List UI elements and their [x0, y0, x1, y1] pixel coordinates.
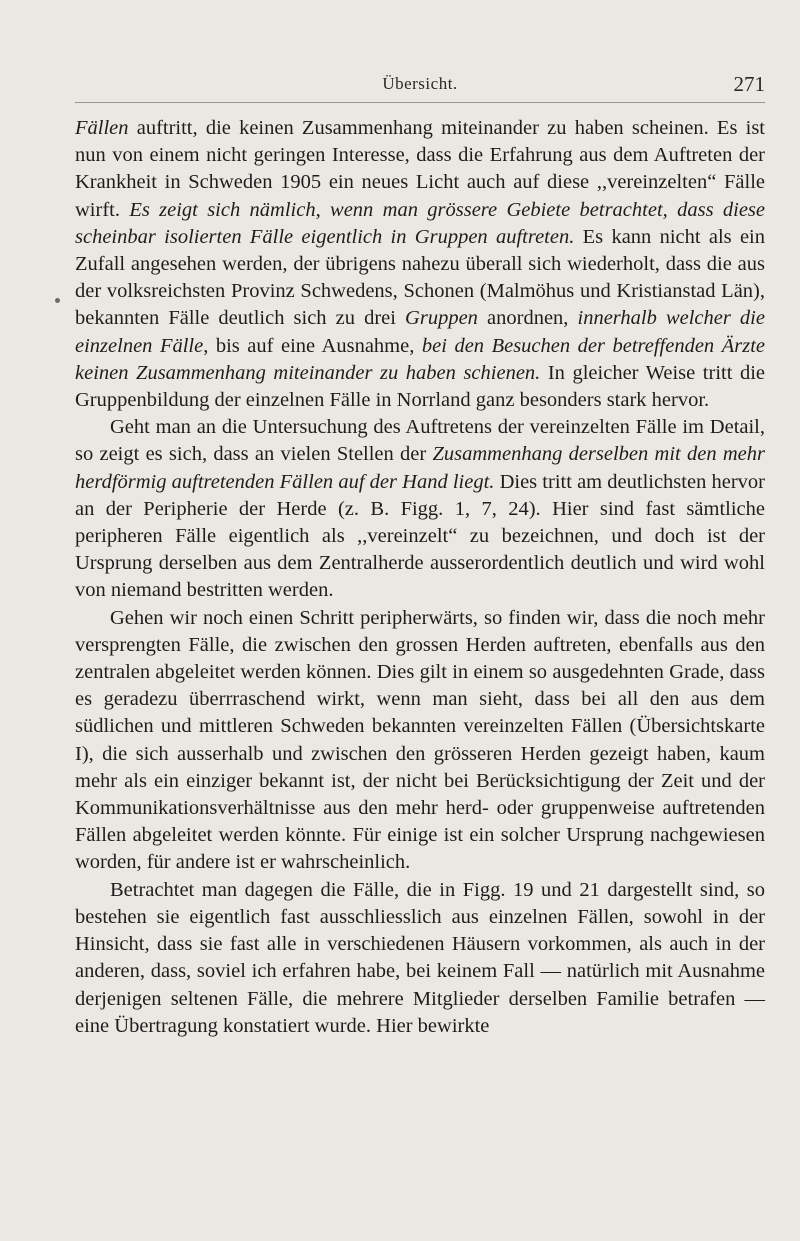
- text-run: Dies tritt am deutlichsten hervor an der Peripherie der Herde (z. B. Figg. 1, 7, 24). Hier sind fast sämtliche peripheren Fälle eigentlich als ,,vereinzelt“ zu bezeichnen, und doch ist der Ursprung derselben aus dem Zentralherde ausserordentlich deutlich und wird wohl von niemand bestritten werden.: [75, 470, 765, 602]
- header-rule: [75, 102, 765, 103]
- italic-emphasis: Fällen: [75, 117, 129, 139]
- italic-emphasis: Es zeigt sich nämlich, wenn man grössere Gebiete betrachtet, dass diese scheinbar isolierten Fälle eigentlich in Gruppen auftreten.: [75, 198, 765, 248]
- text-run: Es kann nicht als ein Zufall angesehen werden, der übrigens nahezu überall sich wiederholt, dass die aus der volksreichsten Provinz Schwedens, Schonen (Malmöhus und Kristianstad Län), bekannten Fälle deutlich sich zu drei: [75, 225, 765, 330]
- italic-emphasis: bei den Besuchen der betreffenden Ärzte keinen Zusammenhang miteinander zu haben schienen.: [75, 334, 765, 384]
- section-title: Übersicht.: [382, 74, 458, 93]
- text-run: , bis auf eine Ausnahme,: [203, 334, 422, 357]
- paragraph-1: [75, 115, 765, 414]
- running-header: [75, 72, 765, 100]
- text-run: Geht man an die Untersuchung des Auftretens der vereinzelten Fälle im Detail, so zeigt es sich, dass an vielen Stellen der: [75, 416, 765, 466]
- text-run: In gleicher Weise tritt die Gruppenbildung der einzelnen Fälle in Norrland ganz besonders stark hervor.: [75, 361, 765, 412]
- text-run: anordnen,: [477, 307, 578, 330]
- paragraph-4: [75, 877, 765, 1040]
- margin-dot-mark: [55, 298, 60, 303]
- text-run: Betrachtet man dagegen die Fälle, die in Figg. 19 und 21 dargestellt sind, so bestehen sie eigentlich fast ausschliesslich aus einzelnen Fällen, sowohl in der Hinsicht, dass sie fast alle in verschiedenen Häusern vorkommen, als auch in der anderen, dass, soviel ich erfahren habe, bei keinem Fall — natürlich mit Ausnahme derjenigen seltenen Fälle, die mehrere Mitglieder derselben Familie betrafen — eine Übertragung konstatiert wurde. Hier bewirkte: [75, 878, 765, 1037]
- body-text: [75, 115, 765, 1040]
- paragraph-2: [75, 414, 765, 604]
- paragraph-3: [75, 605, 765, 877]
- italic-emphasis: Gruppen: [405, 307, 478, 330]
- italic-emphasis: Zusammenhang derselben mit den mehr herdförmig auftretenden Fällen auf der Hand liegt.: [75, 443, 765, 493]
- italic-emphasis: innerhalb welcher die einzelnen Fälle: [75, 307, 765, 357]
- page-number: 271: [733, 72, 765, 96]
- text-run: Gehen wir noch einen Schritt peripherwärts, so finden wir, dass die noch mehr versprengten Fälle, die zwischen den grossen Herden auftreten, ebenfalls aus den zentralen abgeleitet werden können. Dies gilt in einem so ausgedehnten Grade, dass es geradezu überrraschend wirkt, wenn man sieht, dass bei all den aus dem südlichen und mittleren Schweden bekannten vereinzelten Fällen (Übersichtskarte I), die sich ausserhalb und zwischen den grösseren Herden gezeigt haben, kaum mehr als ein einziger bekannt ist, der nicht bei Berücksichtigung der Zeit und der Kommunikationsverhältnisse aus den mehr herd- oder gruppenweise auftretenden Fällen abgeleitet werden könnte. Für einige ist ein solcher Ursprung nachgewiesen worden, für andere ist er wahrscheinlich.: [75, 606, 765, 874]
- text-run: auftritt, die keinen Zusammenhang miteinander zu haben scheinen. Es ist nun von einem nicht geringen Interesse, dass die Erfahrung aus dem Auftreten der Krankheit in Schweden 1905 ein neues Licht auch auf diese ,,vereinzelten“ Fälle wirft.: [75, 117, 765, 221]
